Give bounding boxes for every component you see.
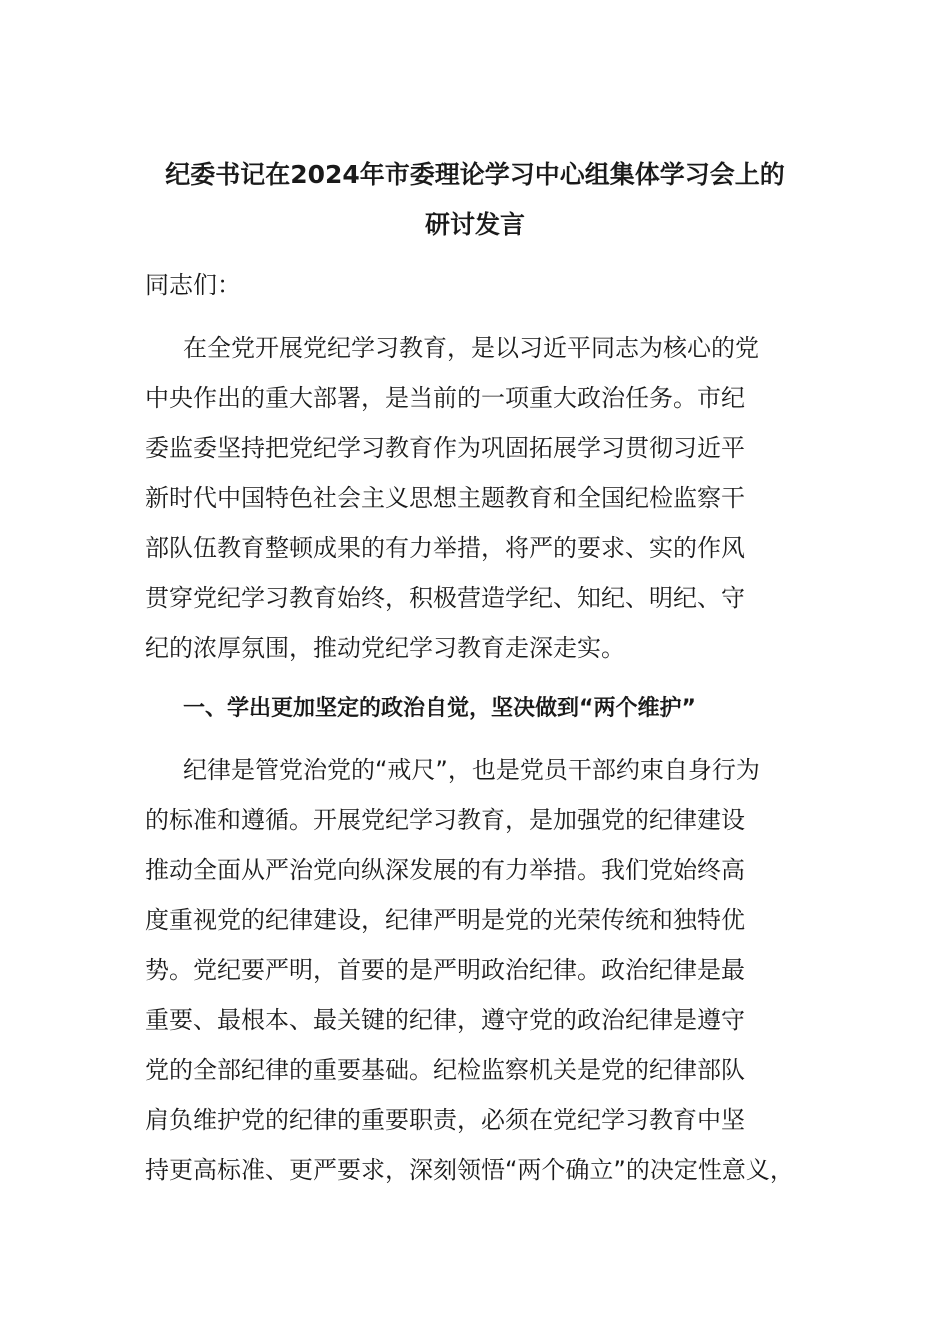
document-title-line-2: 研讨发言 xyxy=(424,210,525,239)
salutation: 同志们： xyxy=(145,271,241,299)
paragraph-1-line: 部队伍教育整顿成果的有力举措，将严的要求、实的作风 xyxy=(145,534,745,562)
paragraph-2-line: 重要、最根本、最关键的纪律，遵守党的政治纪律是遵守 xyxy=(145,1006,745,1034)
paragraph-1-line: 中央作出的重大部署，是当前的一项重大政治任务。市纪 xyxy=(145,384,745,412)
paragraph-2-line: 纪律是管党治党的“戒尺”，也是党员干部约束自身行为 xyxy=(183,756,760,784)
paragraph-2-line: 持更高标准、更严要求，深刻领悟“两个确立”的决定性意义， xyxy=(145,1156,794,1184)
paragraph-2-line: 推动全面从严治党向纵深发展的有力举措。我们党始终高 xyxy=(145,856,745,884)
paragraph-1-line: 在全党开展党纪学习教育，是以习近平同志为核心的党 xyxy=(183,334,759,362)
paragraph-2-line: 势。党纪要严明，首要的是严明政治纪律。政治纪律是最 xyxy=(145,956,745,984)
paragraph-1-line: 贯穿党纪学习教育始终，积极营造学纪、知纪、明纪、守 xyxy=(145,584,745,612)
paragraph-1-line: 新时代中国特色社会主义思想主题教育和全国纪检监察干 xyxy=(145,484,745,512)
paragraph-2-line: 的标准和遵循。开展党纪学习教育，是加强党的纪律建设 xyxy=(145,806,745,834)
paragraph-2-line: 度重视党的纪律建设，纪律严明是党的光荣传统和独特优 xyxy=(145,906,745,934)
paragraph-1-line: 委监委坚持把党纪学习教育作为巩固拓展学习贯彻习近平 xyxy=(145,434,745,462)
paragraph-2-line: 肩负维护党的纪律的重要职责，必须在党纪学习教育中坚 xyxy=(145,1106,745,1134)
section-1-heading: 一、学出更加坚定的政治自觉，坚决做到“两个维护” xyxy=(183,696,696,721)
document-title-line-1: 纪委书记在2024年市委理论学习中心组集体学习会上的 xyxy=(165,160,785,189)
paragraph-1-line: 纪的浓厚氛围，推动党纪学习教育走深走实。 xyxy=(145,634,625,662)
paragraph-2-line: 党的全部纪律的重要基础。纪检监察机关是党的纪律部队 xyxy=(145,1056,745,1084)
